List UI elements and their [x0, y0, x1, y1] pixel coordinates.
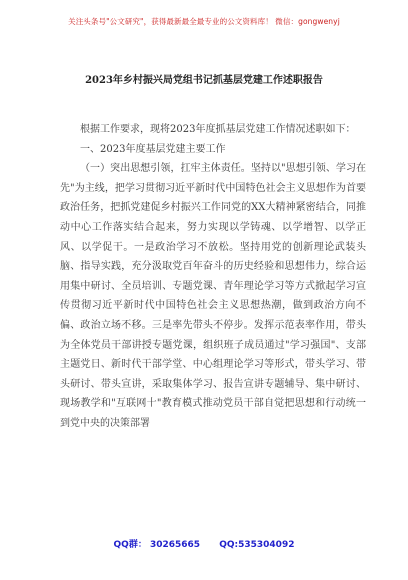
qq-contact-number: QQ:535304092 [219, 540, 295, 550]
section-heading: 一、2023年度基层党建主要工作 [80, 143, 226, 155]
contact-footer [0, 537, 408, 550]
qq-group-number: QQ群： 30265665 [113, 540, 201, 550]
document-title: 2023年乡村振兴局党组书记抓基层党建工作述职报告 [85, 75, 323, 86]
intro-paragraph: 根据工作要求，现将2023年度抓基层党建工作情况述职如下： [80, 124, 356, 135]
body-paragraph: （一）突出思想引领，扛牢主体责任。坚持以"思想引领、学习在先"为主线，把学习贯彻习近平新时代中国特色社会主义思想作为首要政治任务，把抓党建促乡村振兴工作同党的XX大精神紧密结合，同推动中心工作落实结合起来，努力实现以学铸魂、以学增智、以学正风、以学促干。一是政治学习不放松。坚持用党的创新理论武装头脑、指导实践，充分汲取党百年奋斗的历史经验和思想伟力，综合运用集中研讨、全员培训、专题党课、青年理论学习等方式掀起学习宣传贯彻习近平新时代中国特色社会主义思想热潮，做到政治方向不偏、政治立场不移。三是率先带头不停步。发挥示范表率作用，带头为全体党员干部讲授专题党课，组织班子成员通过"学习强国"、支部主题党日、新时代干部学堂、中心组理论学习等形式，带头学习、带头研讨、带头宣讲，采取集体学习、报告宣讲专题辅导、集中研讨、现场教学和"互联网十"教育模式推动党员干部自觉把思想和行动统一到党中央的决策部署 [60, 163, 366, 429]
promo-header: 关注头条号"公文研究"，获得最新最全最专业的公文资料库！ 微信：gongwenyj [68, 17, 340, 26]
document-body [60, 120, 366, 434]
